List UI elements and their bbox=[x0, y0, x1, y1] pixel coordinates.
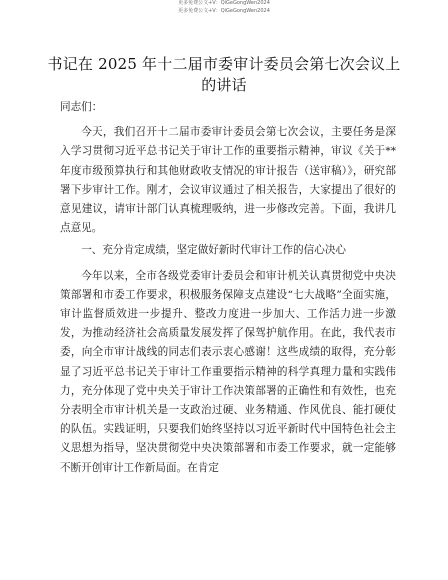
salutation: 同志们： bbox=[60, 101, 103, 113]
header-watermark-line-1: 更多免费公文+V：QiGeGongWen2024 bbox=[178, 0, 270, 6]
paragraph-opening: 今天，我们召开十二届市委审计委员会第七次会议，主要任务是深入学习贯彻习近平总书记关于审计工作的重要指示精神，审议《关于**年度市级预算执行和其他财政收支情况的审计报告（送审稿）》，研究部署下步审计工作。刚才，会议审议通过了相关报告，大家提出了很好的意见建议，请审计部门认真梳理吸纳，进一步修改完善。下面，我讲几点意见。 bbox=[60, 126, 396, 235]
section-heading-1: 一、充分肯定成绩，坚定做好新时代审计工作的信心决心 bbox=[81, 244, 347, 257]
header-watermark-line-2: 更多免费公文+V：QiGeGongWen2024 bbox=[178, 8, 270, 14]
paragraph-achievements: 今年以来，全市各级党委审计委员会和审计机关认真贯彻党中央决策部署和市委工作要求，积极服务保障支点建设“七大战略”全面实施，审计监督质效进一步提升、整改力度进一步加大、工作活力进一步激发，为推动经济社会高质量发展发挥了保驾护航作用。在此，我代表市委，向全市审计战线的同志们表示衷心感谢！这些成绩的取得，充分彰显了习近平总书记关于审计工作重要指示精神的科学真理力量和实践伟力，充分体现了党中央关于审计工作决策部署的正确性和有效性，也充分表明全市审计机关是一支政治过硬、业务精通、作风优良、能打硬仗的队伍。实践证明，只要我们始终坚持以习近平新时代中国特色社会主义思想为指导，坚决贯彻党中央决策部署和市委工作要求，就一定能够不断开创审计工作新局面。在肯定 bbox=[60, 269, 396, 474]
document-body bbox=[60, 98, 396, 478]
document-title: 书记在 2025 年十二届市委审计委员会第七次会议上的讲话 bbox=[47, 55, 401, 94]
